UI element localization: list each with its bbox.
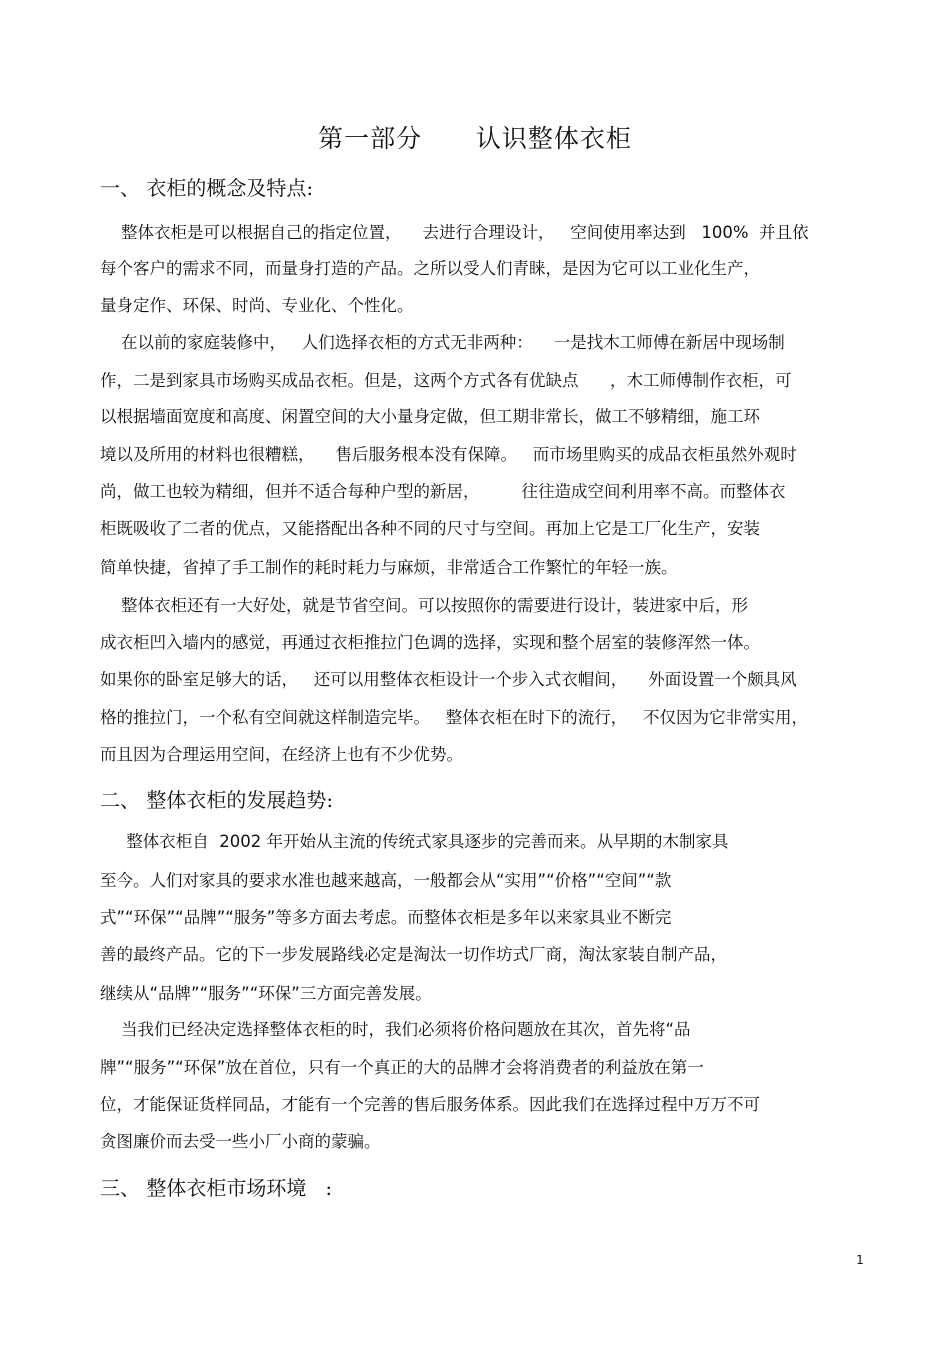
paragraph-line: 量身定作、环保、时尚、专业化、个性化。 (100, 296, 414, 315)
page-title: 第一部分 认识整体衣柜 (318, 124, 632, 153)
paragraph-line: 尚，做工也较为精细，但并不适合每种户型的新居， 往往造成空间利用率不高。而整体衣 (100, 482, 786, 501)
paragraph-line: 成衣柜凹入墙内的感觉，再通过衣柜推拉门色调的选择，实现和整个居室的装修浑然一体。 (100, 633, 760, 652)
paragraph-line: 整体衣柜自 2002 年开始从主流的传统式家具逐步的完善而来。从早期的木制家具 (100, 832, 729, 851)
section-heading-1: 一、 衣柜的概念及特点: (100, 176, 314, 200)
paragraph-line: 善的最终产品。它的下一步发展路线必定是淘汰一切作坊式厂商，淘汰家装自制产品， (100, 945, 727, 964)
paragraph-line: 如果你的卧室足够大的话， 还可以用整体衣柜设计一个步入式衣帽间， 外面设置一个颇具风 (100, 670, 797, 689)
section-heading-2: 二、 整体衣柜的发展趋势: (100, 788, 334, 812)
paragraph-line: 境以及所用的材料也很糟糕， 售后服务根本没有保障。 而市场里购买的成品衣柜虽然外观时 (100, 445, 797, 464)
paragraph-line: 而且因为合理运用空间，在经济上也有不少优势。 (100, 745, 463, 764)
paragraph-line: 式”“环保”“品牌”“服务”等多方面去考虑。而整体衣柜是多年以来家具业不断完 (100, 908, 672, 927)
page-number: 1 (856, 1253, 864, 1267)
paragraph-line: 当我们已经决定选择整体衣柜的时，我们必须将价格问题放在其次，首先将“品 (100, 1020, 691, 1039)
paragraph-line: 整体衣柜还有一大好处，就是节省空间。可以按照你的需要进行设计，装进家中后，形 (100, 596, 748, 615)
paragraph-line: 每个客户的需求不同，而量身打造的产品。之所以受人们青睐，是因为它可以工业化生产， (100, 259, 760, 278)
paragraph-line: 作，二是到家具市场购买成品衣柜。但是，这两个方式各有优缺点 ，木工师傅制作衣柜，可 (100, 371, 792, 390)
paragraph-line: 整体衣柜是可以根据自己的指定位置， 去进行合理设计， 空间使用率达到 100% 并且依 (100, 223, 809, 242)
paragraph-line: 继续从“品牌”“服务”“环保”三方面完善发展。 (100, 984, 432, 1003)
paragraph-line: 贪图廉价而去受一些小厂小商的蒙骗。 (100, 1132, 381, 1151)
paragraph-line: 牌”“服务”“环保”放在首位，只有一个真正的大的品牌才会将消费者的利益放在第一 (100, 1058, 704, 1077)
paragraph-line: 柜既吸收了二者的优点，又能搭配出各种不同的尺寸与空间。再加上它是工厂化生产，安装 (100, 519, 760, 538)
paragraph-line: 位，才能保证货样同品，才能有一个完善的售后服务体系。因此我们在选择过程中万万不可 (100, 1095, 760, 1114)
paragraph-line: 在以前的家庭装修中， 人们选择衣柜的方式无非两种： 一是找木工师傅在新居中现场制 (100, 333, 785, 352)
paragraph-line: 格的推拉门，一个私有空间就这样制造完毕。 整体衣柜在时下的流行， 不仅因为它非常实用， (100, 708, 808, 727)
paragraph-line: 简单快捷，省掉了手工制作的耗时耗力与麻烦，非常适合工作繁忙的年轻一族。 (100, 558, 678, 577)
paragraph-line: 以根据墙面宽度和高度、闲置空间的大小量身定做，但工期非常长，做工不够精细，施工环 (100, 407, 760, 426)
paragraph-line: 至今。人们对家具的要求水准也越来越高，一般都会从“实用”“价格”“空间”“款 (100, 871, 672, 890)
section-heading-3: 三、 整体衣柜市场环境 : (100, 1176, 333, 1200)
